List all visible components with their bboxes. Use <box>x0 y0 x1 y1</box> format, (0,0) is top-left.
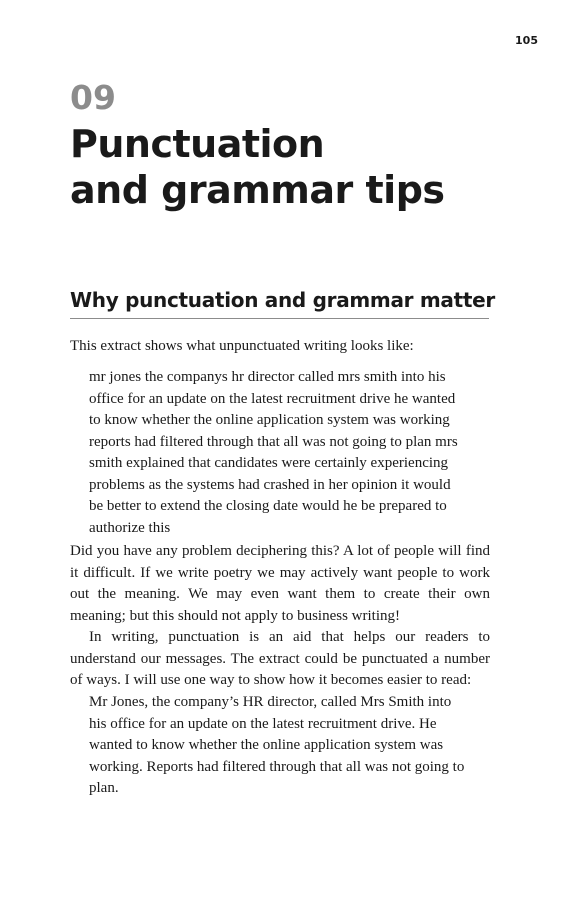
section-heading: Why punctuation and grammar matter <box>70 286 489 319</box>
chapter-title-line: Punctuation <box>70 122 325 166</box>
extract-line: be better to extend the closing date would he be prepared to <box>89 498 447 514</box>
body-text <box>70 541 490 692</box>
extract-line: wanted to know whether the online application system was <box>89 737 444 753</box>
chapter-title-line: and grammar tips <box>70 168 445 212</box>
body-paragraph: Did you have any problem deciphering this? A lot of people will find it difficult. If we write poetry we may actively want people to work out the meaning. We may even want them to create their own meaning; but this should not apply to business writing! <box>70 543 490 624</box>
page-number: 105 <box>515 34 538 47</box>
extract-line: plan. <box>89 780 119 796</box>
chapter-title <box>70 121 445 213</box>
extract-line: Mr Jones, the company’s HR director, called Mrs Smith into <box>89 694 452 710</box>
extract-line: his office for an update on the latest recruitment drive. He <box>89 715 437 732</box>
extract-line: working. Reports had filtered through that all was not going to <box>89 758 465 775</box>
chapter-number: 09 <box>70 78 116 117</box>
intro-paragraph: This extract shows what unpunctuated writing looks like: <box>70 338 414 354</box>
extract-line: authorize this <box>89 519 171 536</box>
extract-line: mr jones the companys hr director called mrs smith into his <box>89 369 446 385</box>
extract-line: smith explained that candidates were certainly experiencing <box>89 455 449 471</box>
extract-line: reports had filtered through that all was not going to plan mrs <box>89 433 458 450</box>
extract-line: office for an update on the latest recruitment drive he wanted <box>89 390 456 407</box>
unpunctuated-extract <box>89 367 489 539</box>
punctuated-extract <box>89 692 489 800</box>
body-paragraph: In writing, punctuation is an aid that helps our readers to understand our messages. The extract could be punctuated a number of ways. I will use one way to show how it becomes easier to read: <box>70 629 490 688</box>
extract-line: to know whether the online application system was working <box>89 412 450 428</box>
extract-line: problems as the systems had crashed in her opinion it would <box>89 476 451 493</box>
